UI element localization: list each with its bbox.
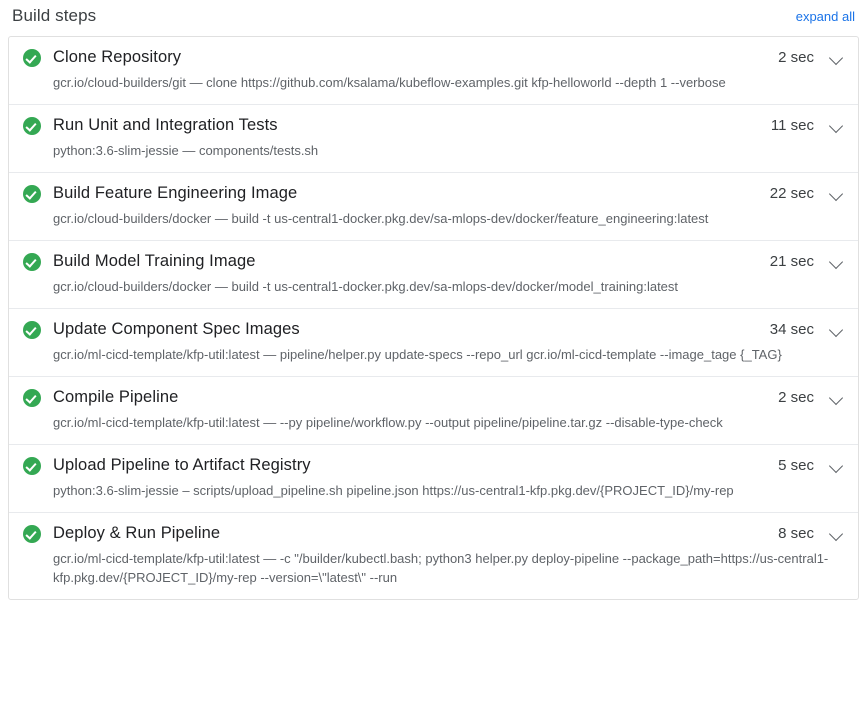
success-check-icon	[23, 117, 41, 135]
build-step-row[interactable]	[9, 173, 858, 241]
chevron-down-icon[interactable]	[830, 527, 844, 541]
build-step-duration: 5 sec	[778, 457, 814, 474]
build-step-row[interactable]	[9, 105, 858, 173]
build-step-header	[23, 524, 844, 543]
build-step-duration: 11 sec	[770, 117, 814, 134]
chevron-down-icon[interactable]	[830, 255, 844, 269]
build-step-name: Build Model Training Image	[53, 252, 256, 270]
build-step-duration: 2 sec	[778, 389, 814, 406]
chevron-down-icon[interactable]	[830, 51, 844, 65]
chevron-down-icon[interactable]	[830, 119, 844, 133]
build-step-duration: 22 sec	[769, 185, 814, 202]
build-step-row[interactable]	[9, 377, 858, 445]
success-check-icon	[23, 457, 41, 475]
build-step-name: Compile Pipeline	[53, 388, 179, 406]
build-step-header	[23, 252, 844, 271]
build-step-name: Clone Repository	[53, 48, 182, 66]
success-check-icon	[23, 49, 41, 67]
success-check-icon	[23, 321, 41, 339]
chevron-down-icon[interactable]	[830, 187, 844, 201]
build-step-name: Run Unit and Integration Tests	[53, 116, 278, 134]
build-step-row[interactable]	[9, 241, 858, 309]
build-step-row[interactable]	[9, 445, 858, 513]
build-step-header	[23, 320, 844, 339]
build-steps-list	[8, 36, 859, 600]
build-step-command: gcr.io/cloud-builders/git — clone https://github.com/ksalama/kubeflow-examples.git kfp-helloworld --depth 1 --verbose	[53, 75, 726, 90]
expand-all-link[interactable]: expand all	[795, 9, 855, 24]
build-step-duration: 2 sec	[778, 49, 814, 66]
success-check-icon	[23, 253, 41, 271]
chevron-down-icon[interactable]	[830, 323, 844, 337]
build-step-row[interactable]	[9, 37, 858, 105]
build-step-command: gcr.io/cloud-builders/docker — build -t us-central1-docker.pkg.dev/sa-mlops-dev/docker/feature_engineering:latest	[53, 211, 709, 226]
success-check-icon	[23, 525, 41, 543]
build-step-duration: 21 sec	[769, 253, 814, 270]
page-title: Build steps	[12, 6, 97, 25]
build-step-header	[23, 184, 844, 203]
build-step-row[interactable]	[9, 309, 858, 377]
build-step-name: Update Component Spec Images	[53, 320, 300, 338]
success-check-icon	[23, 185, 41, 203]
build-step-command: gcr.io/ml-cicd-template/kfp-util:latest — pipeline/helper.py update-specs --repo_url gcr.io/ml-cicd-template --image_tage {_TAG}	[53, 347, 782, 362]
build-step-command: gcr.io/cloud-builders/docker — build -t us-central1-docker.pkg.dev/sa-mlops-dev/docker/model_training:latest	[53, 279, 679, 294]
build-step-duration: 8 sec	[778, 525, 814, 542]
chevron-down-icon[interactable]	[830, 391, 844, 405]
build-step-command: gcr.io/ml-cicd-template/kfp-util:latest — --py pipeline/workflow.py --output pipeline/pipeline.tar.gz --disable-type-check	[53, 415, 723, 430]
build-step-row[interactable]	[9, 513, 858, 599]
build-step-name: Upload Pipeline to Artifact Registry	[53, 456, 311, 474]
build-step-name: Build Feature Engineering Image	[53, 184, 298, 202]
build-step-header	[23, 388, 844, 407]
build-step-header	[23, 116, 844, 135]
build-step-command: python:3.6-slim-jessie — components/tests.sh	[53, 143, 319, 158]
success-check-icon	[23, 389, 41, 407]
build-step-command: gcr.io/ml-cicd-template/kfp-util:latest — -c "/builder/kubectl.bash; python3 helper.py deploy-pipeline --package_path=https://us-central1-kfp.pkg.dev/{PROJECT_ID}/my-rep --version=\"latest\" --run	[53, 551, 829, 585]
build-step-header	[23, 48, 844, 67]
build-step-name: Deploy & Run Pipeline	[53, 524, 221, 542]
build-step-duration: 34 sec	[769, 321, 814, 338]
build-steps-header	[8, 0, 859, 36]
chevron-down-icon[interactable]	[830, 459, 844, 473]
build-step-header	[23, 456, 844, 475]
build-step-command: python:3.6-slim-jessie – scripts/upload_pipeline.sh pipeline.json https://us-central1-kfp.pkg.dev/{PROJECT_ID}/my-rep	[53, 483, 734, 498]
